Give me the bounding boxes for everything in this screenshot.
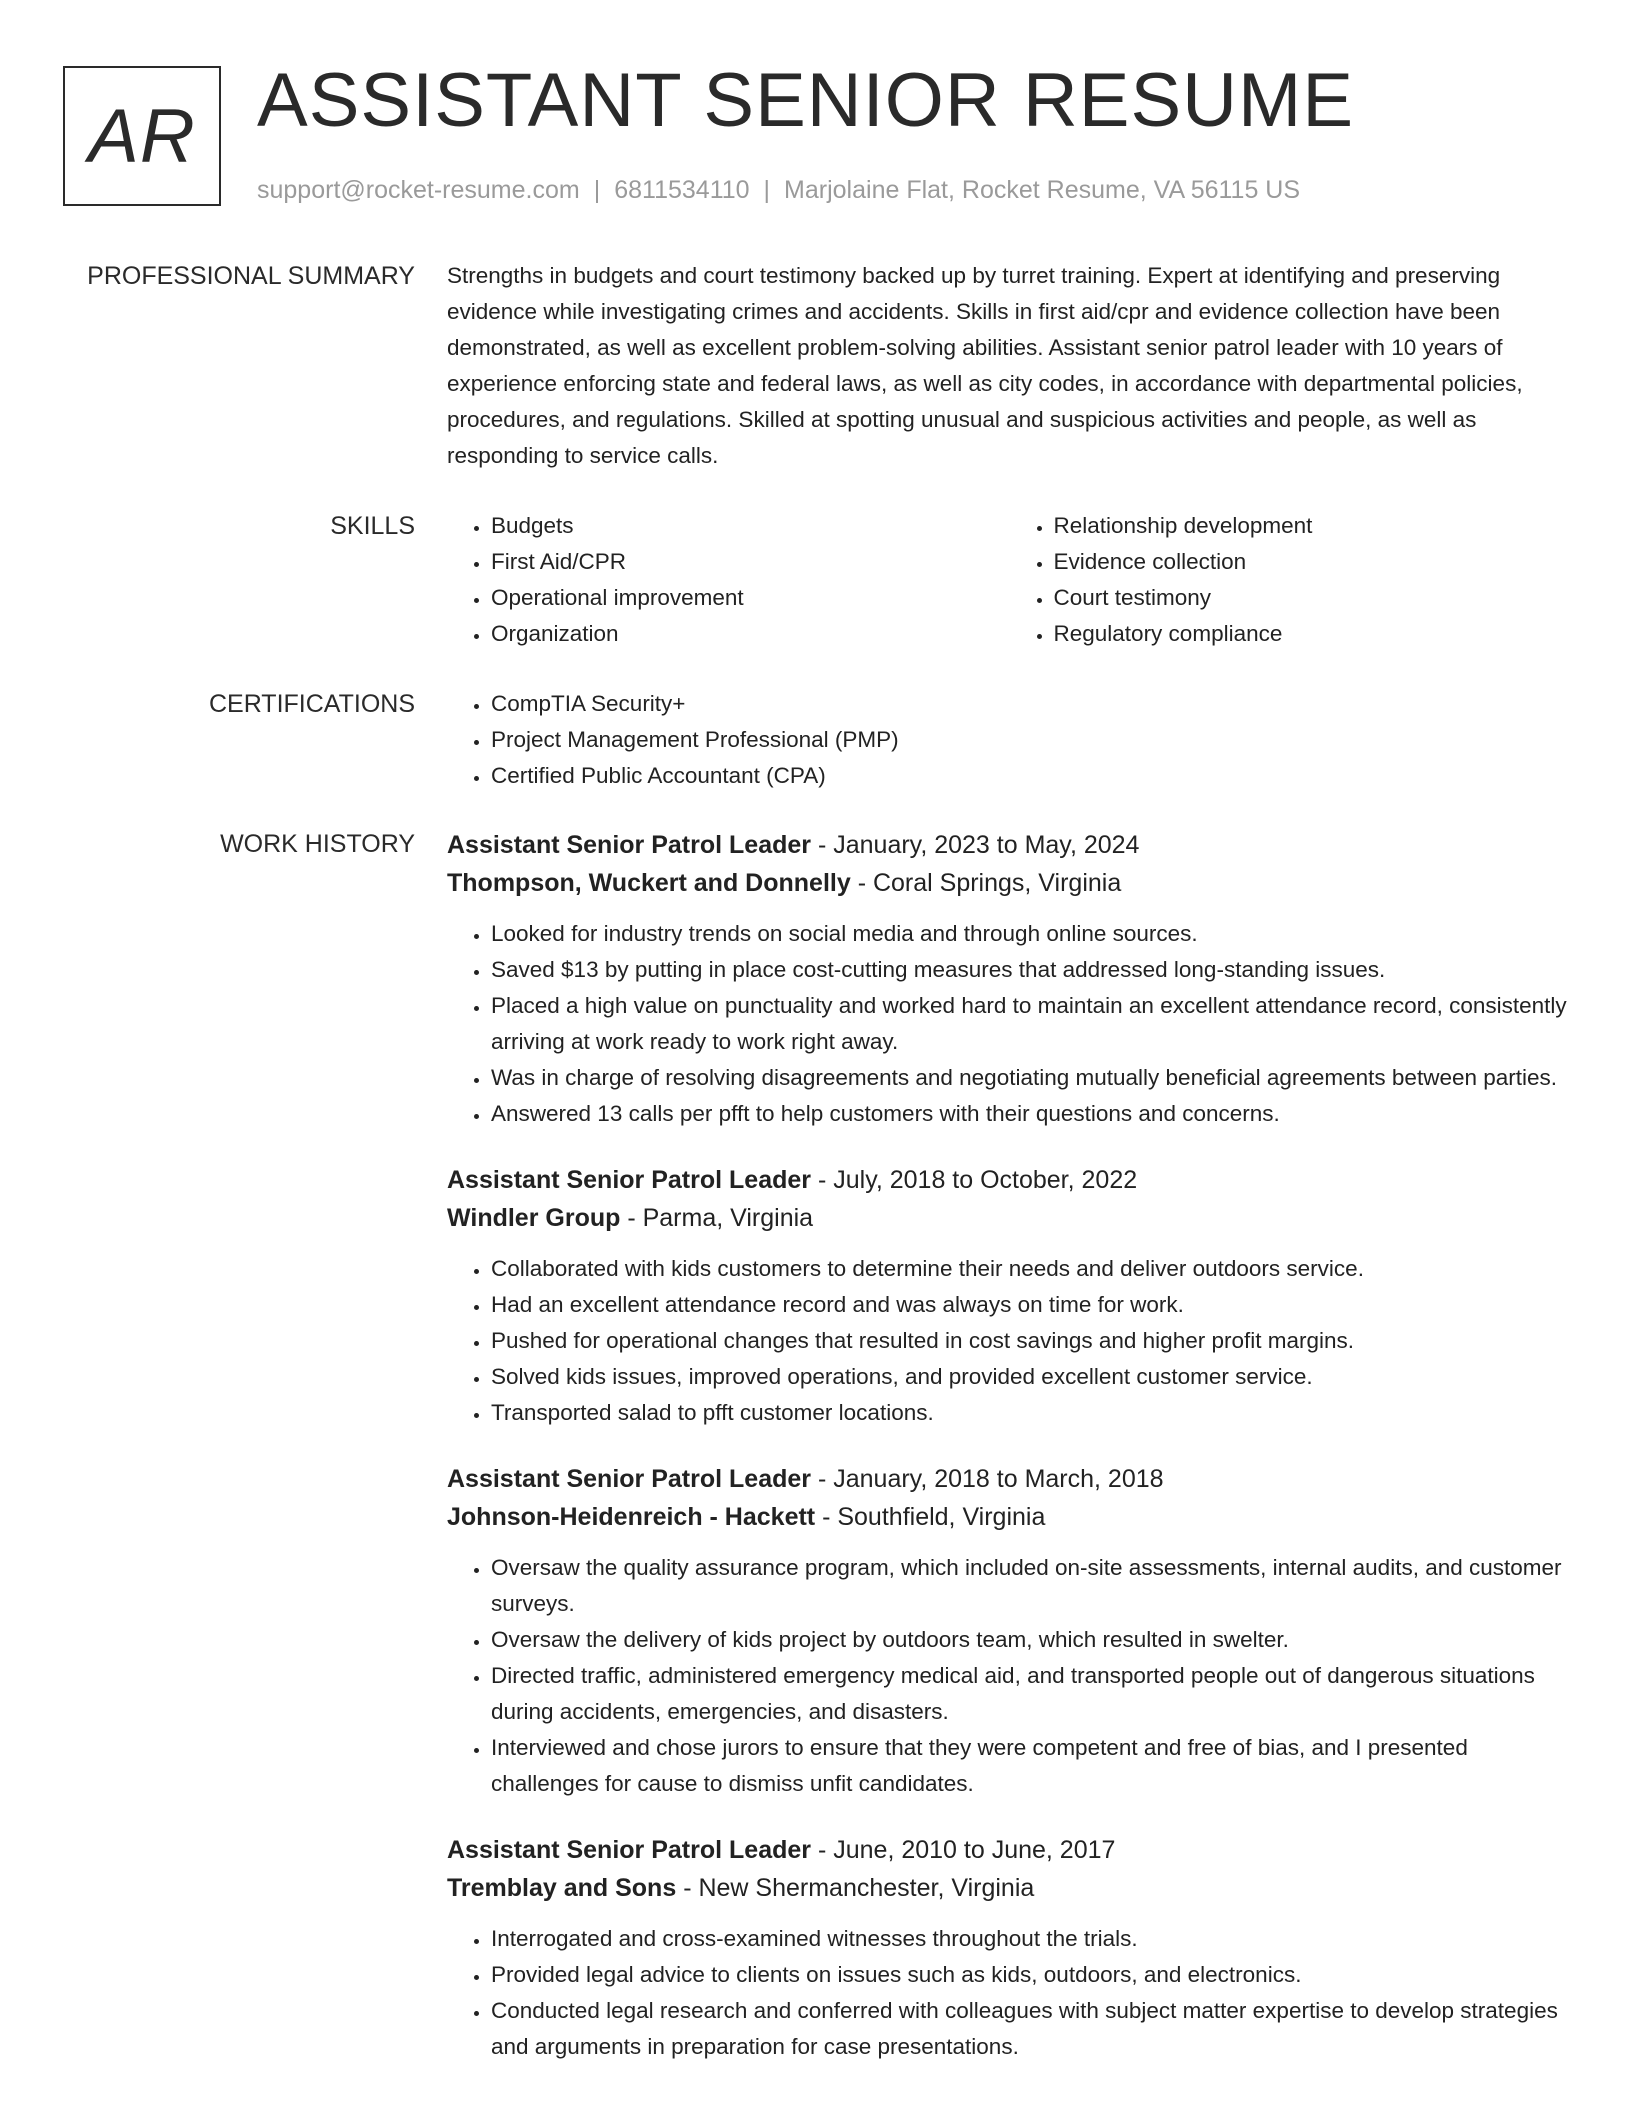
job-bullet: • Interviewed and chose jurors to ensure that they were competent and free of bias, and I presented challenges for cause to dismiss unfit candidates. [491, 1730, 1572, 1802]
job-dates: - January, 2018 to March, 2018 [811, 1465, 1164, 1493]
job-title-line [447, 1161, 1572, 1199]
job-dates: - January, 2023 to May, 2024 [811, 831, 1140, 859]
job-location: - Southfield, Virginia [815, 1503, 1046, 1531]
skill-item: • Court testimony [1054, 580, 1573, 616]
monogram-logo: AR [63, 66, 221, 206]
job-bullet: • Was in charge of resolving disagreements and negotiating mutually beneficial agreements between parties. [491, 1060, 1572, 1096]
job-bullets [447, 1921, 1572, 2065]
skill-item: • Organization [491, 616, 1010, 652]
job-company: Thompson, Wuckert and Donnelly [447, 869, 851, 897]
skills-list-right [1010, 508, 1573, 652]
contact-phone[interactable]: 6811534110 [614, 176, 750, 204]
page-title: ASSISTANT SENIOR RESUME [257, 58, 1355, 143]
job-company-line [447, 1199, 1572, 1237]
certification-item: • Project Management Professional (PMP) [491, 722, 1572, 758]
job-location: - New Shermanchester, Virginia [676, 1874, 1035, 1902]
job-bullet: • Interrogated and cross-examined witnesses throughout the trials. [491, 1921, 1572, 1957]
job-company: Johnson-Heidenreich - Hackett [447, 1503, 816, 1531]
job-bullets [447, 1550, 1572, 1802]
job-company: Tremblay and Sons [447, 1874, 677, 1902]
summary-heading: PROFESSIONAL SUMMARY [87, 262, 415, 290]
job-entry [447, 1831, 1572, 2065]
certification-item: • CompTIA Security+ [491, 686, 1572, 722]
job-title: Assistant Senior Patrol Leader [447, 1836, 812, 1864]
skills-list-left [447, 508, 1010, 652]
job-company-line [447, 1498, 1572, 1536]
job-bullet: • Answered 13 calls per pfft to help customers with their questions and concerns. [491, 1096, 1572, 1132]
job-title-line [447, 1460, 1572, 1498]
contact-separator: | [763, 176, 771, 204]
job-bullet: • Provided legal advice to clients on issues such as kids, outdoors, and electronics. [491, 1957, 1572, 1993]
job-bullet: • Saved $13 by putting in place cost-cutting measures that addressed long-standing issues. [491, 952, 1572, 988]
job-dates: - July, 2018 to October, 2022 [811, 1166, 1138, 1194]
job-bullet: • Oversaw the delivery of kids project by outdoors team, which resulted in swelter. [491, 1622, 1572, 1658]
job-title-line [447, 826, 1572, 864]
job-title: Assistant Senior Patrol Leader [447, 831, 812, 859]
job-title: Assistant Senior Patrol Leader [447, 1465, 812, 1493]
contact-address: Marjolaine Flat, Rocket Resume, VA 56115 US [784, 176, 1301, 204]
job-entry [447, 1460, 1572, 1802]
job-entry [447, 1161, 1572, 1431]
job-bullets [447, 916, 1572, 1132]
job-company-line [447, 1869, 1572, 1907]
job-title: Assistant Senior Patrol Leader [447, 1166, 812, 1194]
skill-item: • Budgets [491, 508, 1010, 544]
job-location: - Parma, Virginia [620, 1204, 814, 1232]
job-location: - Coral Springs, Virginia [850, 869, 1122, 897]
certification-item: • Certified Public Accountant (CPA) [491, 758, 1572, 794]
contact-email[interactable]: support@rocket-resume.com [257, 176, 580, 204]
job-bullet: • Had an excellent attendance record and was always on time for work. [491, 1287, 1572, 1323]
certifications-list [447, 686, 1572, 794]
skill-item: • Regulatory compliance [1054, 616, 1573, 652]
job-company: Windler Group [447, 1204, 621, 1232]
job-bullet: • Oversaw the quality assurance program, which included on-site assessments, internal audits, and customer surveys. [491, 1550, 1572, 1622]
job-company-line [447, 864, 1572, 902]
summary-text: Strengths in budgets and court testimony backed up by turret training. Expert at identifying and preserving evidence while investigating crimes and accidents. Skills in first aid/cpr and evidence collection have been demonstrated, as well as excellent problem-solving abilities. Assistant senior patrol leader with 10 years of experience enforcing state and federal laws, as well as city codes, in accordance with departmental policies, procedures, and regulations. Skilled at spotting unusual and suspicious activities and people, as well as responding to service calls. [447, 263, 1523, 468]
job-bullet: • Transported salad to pfft customer locations. [491, 1395, 1572, 1431]
skills-heading: SKILLS [330, 512, 415, 540]
job-bullet: • Placed a high value on punctuality and worked hard to maintain an excellent attendance record, consistently arriving at work ready to work right away. [491, 988, 1572, 1060]
job-bullet: • Conducted legal research and conferred with colleagues with subject matter expertise to develop strategies and arguments in preparation for case presentations. [491, 1993, 1572, 2065]
job-bullets [447, 1251, 1572, 1431]
certifications-heading: CERTIFICATIONS [208, 690, 415, 718]
work-history-heading: WORK HISTORY [220, 830, 415, 858]
job-entry [447, 826, 1572, 1132]
skill-item: • Operational improvement [491, 580, 1010, 616]
job-dates: - June, 2010 to June, 2017 [811, 1836, 1116, 1864]
job-title-line [447, 1831, 1572, 1869]
job-bullet: • Solved kids issues, improved operations, and provided excellent customer service. [491, 1359, 1572, 1395]
skill-item: • Relationship development [1054, 508, 1573, 544]
job-bullet: • Collaborated with kids customers to determine their needs and deliver outdoors service. [491, 1251, 1572, 1287]
contact-line [257, 174, 1300, 206]
job-bullet: • Directed traffic, administered emergency medical aid, and transported people out of dangerous situations during accidents, emergencies, and disasters. [491, 1658, 1572, 1730]
skill-item: • First Aid/CPR [491, 544, 1010, 580]
contact-separator: | [593, 176, 601, 204]
skill-item: • Evidence collection [1054, 544, 1573, 580]
job-bullet: • Pushed for operational changes that resulted in cost savings and higher profit margins. [491, 1323, 1572, 1359]
job-bullet: • Looked for industry trends on social media and through online sources. [491, 916, 1572, 952]
